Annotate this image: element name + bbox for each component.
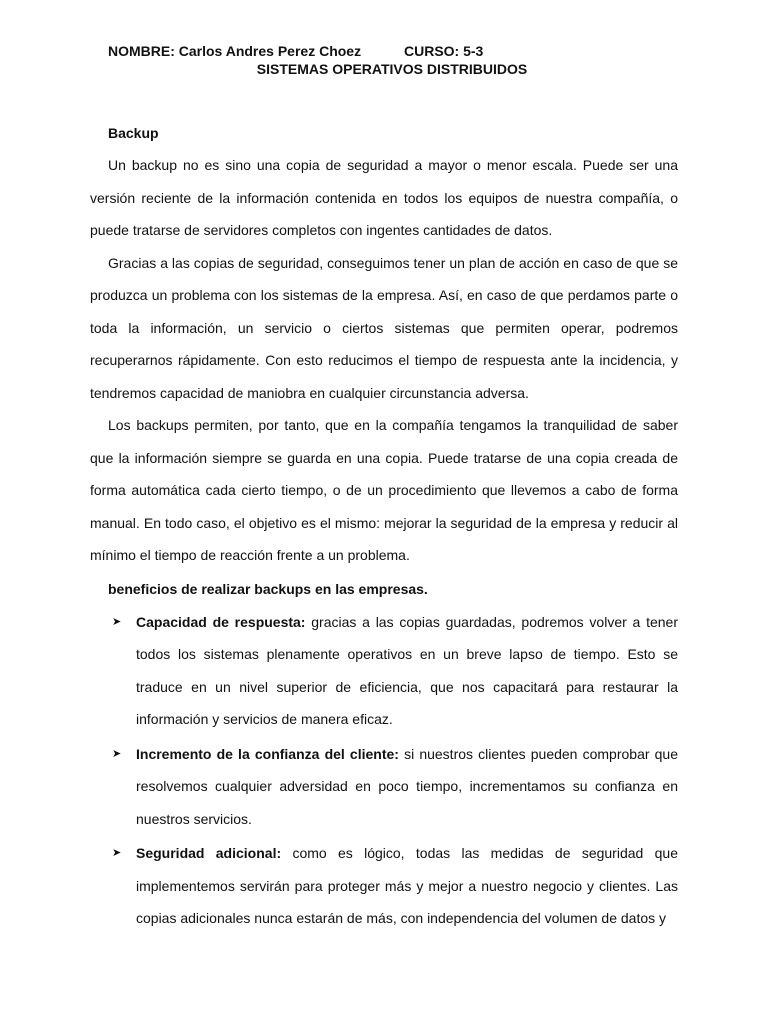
benefit-text: como es lógico, todas las medidas de seguridad que implementemos servirán para proteger más y mejor a nuestro negocio y clientes. Las copias adicionales nunca estarán de más, con independencia del volumen de datos y [136,845,678,926]
paragraph: Los backups permiten, por tanto, que en la compañía tengamos la tranquilidad de saber que la información siempre se guarda en una copia. Puede tratarse de una copia creada de forma automática cada cierto tiempo, o de un procedimiento que llevemos a cabo de forma manual. En todo caso, el objetivo es el mismo: mejorar la seguridad de la empresa y reducir al mínimo el tiempo de reacción frente a un problema. [90,417,678,563]
course-label: CURSO: 5-3 [404,43,484,59]
benefit-text: si nuestros clientes pueden comprobar que resolvemos cualquier adversidad en poco tiempo, incrementamos su confianza en nuestros servicios. [136,745,679,827]
benefit-term: Incremento de la confianza del cliente: [136,745,399,762]
benefit-term: Capacidad de respuesta: [136,613,306,630]
benefit-text: gracias a las copias guardadas, podremos volver a tener todos los sistemas plenamente operativos en un breve lapso de tiempo. Esto se traduce en un nivel superior de eficiencia, que nos capacitará para restaurar la información y servicios de manera eficaz. [136,613,678,727]
list-item [112,837,678,937]
header-name-row [108,43,484,59]
paragraph: Gracias a las copias de seguridad, conseguimos tener un plan de acción en caso de que se produzca un problema con los sistemas de la empresa. Así, en caso de que perdamos parte o toda la información, un servicio o ciertos sistemas que permiten operar, podremos recuperarnos rápidamente. Con esto reducimos el tiempo de respuesta ante la incidencia, y tendremos capacidad de maniobra en cualquier circunstancia adversa. [90,254,678,401]
list-item [112,606,678,738]
document-body [90,117,678,937]
paragraph: Un backup no es sino una copia de seguridad a mayor o menor escala. Puede ser una versión reciente de la información contenida en todos los equipos de nuestra compañía, o puede tratarse de servidores completos con ingentes cantidades de datos. [90,157,678,238]
arrow-bullet-icon: ➤ [112,615,122,628]
section-title: Backup [108,125,159,141]
arrow-bullet-icon: ➤ [112,747,122,760]
student-name: NOMBRE: Carlos Andres Perez Choez [108,43,362,59]
benefits-title: beneficios de realizar backups en las empresas. [108,580,428,597]
benefits-list [90,606,678,937]
benefit-term: Seguridad adicional: [136,845,282,861]
list-item [112,738,679,838]
subject-title: SISTEMAS OPERATIVOS DISTRIBUIDOS [256,61,528,77]
arrow-bullet-icon: ➤ [112,847,122,859]
